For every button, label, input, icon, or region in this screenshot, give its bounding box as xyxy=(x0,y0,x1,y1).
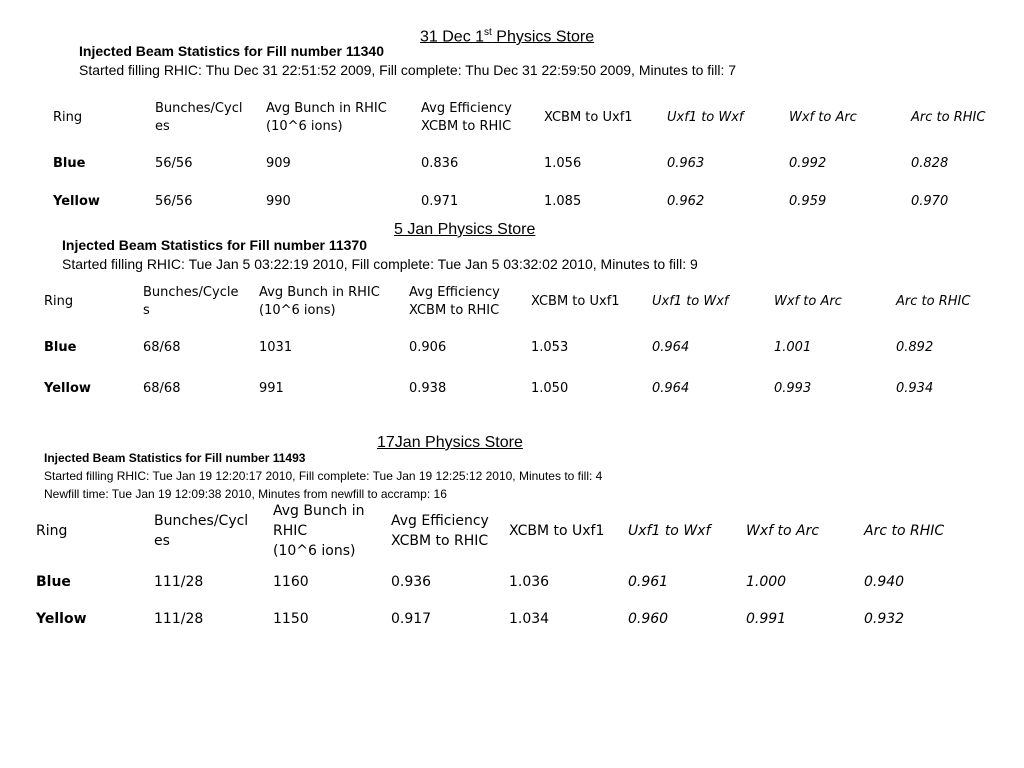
header-cell-uxf1-wxf: Uxf1 to Wxf xyxy=(628,523,711,539)
header-cell-xcbm-uxf1: XCBM to Uxf1 xyxy=(509,523,605,539)
table-cell: 0.936 xyxy=(391,574,432,590)
header-cell-xcbm-uxf1: XCBM to Uxf1 xyxy=(544,110,633,125)
table-cell: 0.892 xyxy=(896,340,934,355)
ring-cell: Yellow xyxy=(44,381,91,396)
header-cell-avg-bunch xyxy=(259,282,409,322)
header-cell-avg-bunch xyxy=(273,501,391,561)
table-row-blue xyxy=(36,561,996,603)
table-cell: 0.938 xyxy=(409,381,447,396)
table-row-yellow xyxy=(53,187,1013,217)
header-line: (10^6 ions) xyxy=(259,303,336,318)
table-cell: 0.932 xyxy=(864,611,905,627)
fill-info-line: Started filling RHIC: Tue Jan 19 12:20:17 2010, Fill complete: Tue Jan 19 12:25:12 2010, Minutes to fill: 4 xyxy=(44,469,603,483)
header-line: XCBM to RHIC xyxy=(409,303,500,318)
header-line: XCBM to RHIC xyxy=(391,533,489,549)
header-line: Bunches/Cycl xyxy=(154,513,249,529)
header-cell-arc-rhic: Arc to RHIC xyxy=(864,523,945,539)
fill-info-line: Started filling RHIC: Tue Jan 5 03:22:19 2010, Fill complete: Tue Jan 5 03:32:02 2010, Minutes to fill: 9 xyxy=(62,256,698,272)
table-cell: 56/56 xyxy=(155,194,193,209)
table-cell: 0.963 xyxy=(667,155,705,171)
header-line: Bunches/Cycle xyxy=(143,285,239,300)
table-cell: 1160 xyxy=(273,574,309,590)
table-cell: 0.917 xyxy=(391,611,432,627)
header-line: Avg Efficiency xyxy=(391,513,489,529)
table-header-row xyxy=(44,282,1004,322)
header-cell-bunches xyxy=(154,501,273,561)
header-cell-bunches xyxy=(143,282,259,322)
header-line: (10^6 ions) xyxy=(273,543,356,559)
table-cell: 0.992 xyxy=(789,155,827,171)
header-line: Avg Efficiency xyxy=(409,285,500,300)
table-row-blue xyxy=(44,322,1004,374)
header-line: s xyxy=(143,303,150,318)
header-cell-efficiency xyxy=(409,282,531,322)
ring-cell: Yellow xyxy=(53,194,100,209)
store-title-sup: st xyxy=(484,27,492,38)
beam-stats-table xyxy=(44,282,1004,404)
table-row-yellow xyxy=(36,603,996,635)
table-cell: 0.964 xyxy=(652,340,690,355)
header-cell-wxf-arc: Wxf to Arc xyxy=(789,110,857,125)
table-cell: 68/68 xyxy=(143,381,181,396)
header-line: Avg Bunch in RHIC xyxy=(266,101,387,116)
header-cell-bunches xyxy=(155,96,266,140)
table-cell: 0.970 xyxy=(911,194,949,209)
header-line: (10^6 ions) xyxy=(266,119,343,134)
header-cell-ring: Ring xyxy=(44,294,74,309)
table-cell: 0.971 xyxy=(421,194,459,209)
table-cell: 0.934 xyxy=(896,381,934,396)
table-cell: 0.959 xyxy=(789,194,827,209)
table-cell: 111/28 xyxy=(154,611,204,627)
table-cell: 1031 xyxy=(259,340,293,355)
ring-cell: Blue xyxy=(36,574,71,590)
fill-info-line: Newfill time: Tue Jan 19 12:09:38 2010, Minutes from newfill to accramp: 16 xyxy=(44,487,447,501)
header-line: Avg Bunch in RHIC xyxy=(259,285,380,300)
header-cell-arc-rhic: Arc to RHIC xyxy=(911,110,986,125)
header-line: es xyxy=(155,119,170,134)
header-cell-ring: Ring xyxy=(53,110,83,125)
header-line: RHIC xyxy=(273,523,308,539)
table-cell: 0.960 xyxy=(628,611,669,627)
header-cell-ring: Ring xyxy=(36,523,68,539)
table-cell: 0.991 xyxy=(746,611,787,627)
table-cell: 68/68 xyxy=(143,340,181,355)
table-cell: 1.056 xyxy=(544,155,582,171)
fill-info-line: Started filling RHIC: Thu Dec 31 22:51:52 2009, Fill complete: Thu Dec 31 22:59:50 2009, Minutes to fill: 7 xyxy=(79,62,737,78)
ring-cell: Blue xyxy=(53,155,86,171)
table-cell: 0.961 xyxy=(628,574,669,590)
table-cell: 990 xyxy=(266,194,291,209)
header-cell-avg-bunch xyxy=(266,96,421,140)
table-cell: 0.906 xyxy=(409,340,447,355)
ring-cell: Blue xyxy=(44,340,77,355)
table-row-blue xyxy=(53,140,1013,187)
store-title-text: 31 Dec 1 xyxy=(420,28,485,46)
header-line: Avg Bunch in xyxy=(273,503,365,519)
table-cell: 0.940 xyxy=(864,574,905,590)
header-cell-arc-rhic: Arc to RHIC xyxy=(896,294,971,309)
table-cell: 0.962 xyxy=(667,194,705,209)
table-cell: 1150 xyxy=(273,611,309,627)
table-header-row xyxy=(36,501,996,561)
table-header-row xyxy=(53,96,1013,140)
header-line: XCBM to RHIC xyxy=(421,119,512,134)
table-cell: 0.964 xyxy=(652,381,690,396)
header-cell-uxf1-wxf: Uxf1 to Wxf xyxy=(667,110,744,125)
table-cell: 991 xyxy=(259,381,284,396)
table-cell: 0.993 xyxy=(774,381,812,396)
ring-cell: Yellow xyxy=(36,611,87,627)
table-cell: 1.001 xyxy=(774,340,812,355)
header-cell-wxf-arc: Wxf to Arc xyxy=(746,523,820,539)
store-title-rest: Physics Store xyxy=(491,28,595,46)
store-title: 5 Jan Physics Store xyxy=(394,221,536,238)
beam-stats-table xyxy=(53,96,1013,217)
store-title xyxy=(420,24,594,46)
header-cell-efficiency xyxy=(421,96,544,140)
fill-heading: Injected Beam Statistics for Fill number 11340 xyxy=(79,43,384,59)
table-cell: 0.836 xyxy=(421,155,459,171)
table-cell: 1.053 xyxy=(531,340,569,355)
table-cell: 1.000 xyxy=(746,574,787,590)
header-cell-wxf-arc: Wxf to Arc xyxy=(774,294,842,309)
header-line: Bunches/Cycl xyxy=(155,101,243,116)
table-cell: 111/28 xyxy=(154,574,204,590)
table-cell: 0.828 xyxy=(911,155,949,171)
beam-stats-table xyxy=(36,501,996,635)
store-title: 17Jan Physics Store xyxy=(377,434,523,451)
table-cell: 1.036 xyxy=(509,574,550,590)
fill-heading: Injected Beam Statistics for Fill number 11370 xyxy=(62,237,367,253)
header-line: Avg Efficiency xyxy=(421,101,512,116)
header-cell-efficiency xyxy=(391,501,509,561)
header-cell-uxf1-wxf: Uxf1 to Wxf xyxy=(652,294,729,309)
table-cell: 56/56 xyxy=(155,155,193,171)
table-cell: 1.085 xyxy=(544,194,582,209)
fill-heading: Injected Beam Statistics for Fill number 11493 xyxy=(44,451,306,465)
table-cell: 1.050 xyxy=(531,381,569,396)
table-cell: 1.034 xyxy=(509,611,550,627)
table-cell: 909 xyxy=(266,155,291,171)
table-row-yellow xyxy=(44,374,1004,404)
header-line: es xyxy=(154,533,170,549)
header-cell-xcbm-uxf1: XCBM to Uxf1 xyxy=(531,294,620,309)
